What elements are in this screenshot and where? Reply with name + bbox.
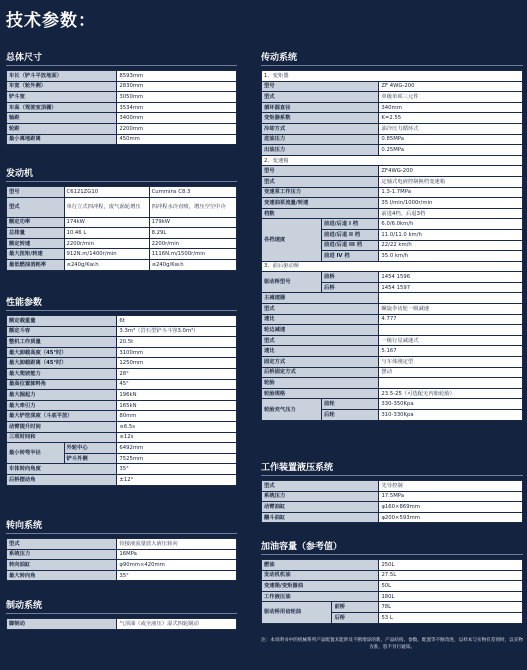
table-row	[262, 481, 523, 492]
spec-value: 0.85MPa	[379, 134, 523, 145]
section-title: 总体尺寸	[6, 52, 237, 66]
table-row	[7, 71, 237, 82]
spec-value: 35 l/min/1000r/min	[379, 198, 523, 209]
spec-value: 45°	[117, 379, 237, 390]
table-row	[7, 379, 237, 390]
spec-label: 型式	[7, 539, 117, 550]
spec-value: 油冷压力循环式	[379, 123, 523, 134]
spec-label: 驱动桥型号	[262, 272, 322, 293]
spec-label: 车宽（轮外侧）	[7, 81, 117, 92]
spec-value: 6.0/6.0km/h	[379, 219, 523, 230]
table-row	[7, 443, 237, 454]
spec-value: 1454 1597	[379, 282, 523, 293]
spec-label: 后桥固定方式	[262, 367, 379, 378]
section-title: 加油容量（参考值）	[261, 541, 523, 555]
table-row	[7, 228, 237, 239]
spec-label: 系统压力	[7, 549, 117, 560]
spec-value: 定轴式电液控制换档变速箱	[379, 176, 523, 187]
spec-label: 翻斗油缸	[262, 512, 379, 523]
spec-value: 单行立式四冲程，废气涡轮增压	[64, 197, 149, 217]
spec-label: 轮胎充气压力	[262, 399, 322, 420]
spec-value: ZF 4WG-200	[379, 81, 523, 92]
spec-value: 912N.m/1400r/min	[64, 249, 149, 260]
capacity-section	[261, 541, 523, 624]
spec-value: 10.46 L	[64, 228, 149, 239]
table-row	[262, 293, 523, 304]
spec-label: 额定斗容	[7, 326, 117, 337]
spec-label: 前进/后退 I 档	[322, 219, 379, 230]
table-row	[7, 113, 237, 124]
table-row	[262, 145, 523, 156]
table-row	[7, 619, 237, 630]
engine-table	[6, 186, 237, 271]
spec-label: 最高位置卸料角	[7, 379, 117, 390]
spec-label: 车长（铲斗平放地面）	[7, 71, 117, 82]
spec-label: 轮边减速	[262, 325, 379, 336]
table-row	[262, 187, 523, 198]
spec-value: 5.167	[379, 346, 523, 357]
spec-label: 额定转速	[7, 238, 65, 249]
spec-value: 一级行星减速式	[379, 335, 523, 346]
spec-label: 前进/后退 II 档	[322, 229, 379, 240]
table-row	[262, 581, 523, 592]
table-row	[262, 272, 523, 283]
spec-value: 11.0/11.0 km/h	[379, 229, 523, 240]
spec-value: 3、前后驱动桥	[262, 261, 523, 272]
table-row	[7, 560, 237, 571]
spec-label: 最大转向角	[7, 570, 117, 581]
table-row	[262, 113, 523, 124]
spec-value: 2200r/min	[149, 238, 236, 249]
table-row	[262, 102, 523, 113]
spec-value: 8.29L	[149, 228, 236, 239]
table-row	[262, 155, 523, 166]
table-row	[7, 326, 237, 337]
spec-label: 出油压力	[262, 145, 379, 156]
spec-value: 310-330Kpa	[379, 410, 523, 421]
spec-label: 工作液压油	[262, 591, 379, 602]
spec-value: 与车体刚定型	[379, 357, 523, 368]
table-row	[7, 347, 237, 358]
table-row	[7, 316, 237, 327]
table-row	[262, 388, 523, 399]
spec-value: 0.25MPa	[379, 145, 523, 156]
hydraulic-table	[261, 480, 523, 523]
spec-value: 1250mm	[117, 358, 237, 369]
spec-value: 450mm	[117, 134, 237, 145]
footnote: 注：本说明书中的机械系列产品配置未能涉及不断增添的新，产品结构、参数、配置等不断改进，以样本与实物有差别时，以实物为准，恕不另行通知。	[261, 638, 523, 650]
spec-value: 165kN	[117, 400, 237, 411]
spec-label: 后轮	[322, 410, 379, 421]
overall-dimensions-table	[6, 70, 237, 145]
table-row	[7, 337, 237, 348]
spec-value: 前进4档，后退3档	[379, 208, 523, 219]
table-row	[262, 602, 523, 613]
section-title: 传动系统	[261, 52, 523, 66]
spec-label: 型号	[7, 187, 65, 198]
table-row	[7, 539, 237, 550]
steering-section	[6, 520, 237, 581]
spec-value: ≤6.5s	[117, 421, 237, 432]
spec-label: 最大卸载距离（45°时）	[7, 358, 117, 369]
spec-label: 后桥摆动角	[7, 474, 117, 485]
spec-label: 车体转向角度	[7, 464, 117, 475]
spec-value: 4.777	[379, 314, 523, 325]
table-row	[262, 198, 523, 209]
table-row	[7, 421, 237, 432]
spec-label: 三项时间和	[7, 432, 117, 443]
spec-label: 轮胎	[262, 378, 379, 389]
table-row	[262, 591, 523, 602]
spec-value: 340mm	[379, 102, 523, 113]
brake-section	[6, 600, 237, 630]
spec-label: 前桥	[332, 602, 379, 613]
spec-value: 78L	[379, 602, 523, 613]
steering-table	[6, 538, 237, 581]
table-row	[262, 325, 523, 336]
spec-value: 50L	[379, 581, 523, 592]
spec-value: 四冲程水冷直喷，增压空空中冷	[149, 197, 236, 217]
overall-dimensions-section	[6, 52, 237, 145]
spec-label: 总排量	[7, 228, 65, 239]
table-row	[262, 71, 523, 82]
spec-value: φ200×593mm	[379, 512, 523, 523]
spec-value: 250L	[379, 560, 523, 571]
spec-label: 型号	[262, 166, 379, 177]
spec-value: 16MPa	[117, 549, 237, 560]
spec-value: 6492mm	[117, 443, 237, 454]
table-row	[7, 92, 237, 103]
table-row	[7, 197, 237, 217]
spec-value: 摆动	[379, 367, 523, 378]
spec-value: ≤240g/Kw.h	[149, 259, 236, 270]
section-title: 转向系统	[6, 520, 237, 534]
table-row	[7, 217, 237, 228]
spec-value	[379, 325, 523, 336]
table-row	[262, 81, 523, 92]
spec-value: 2200r/min	[64, 238, 149, 249]
spec-value: 53 L	[379, 612, 523, 623]
spec-label: 动臂提升时间	[7, 421, 117, 432]
spec-label: 型式	[262, 176, 379, 187]
spec-label: 最小离地距离	[7, 134, 117, 145]
table-row	[7, 474, 237, 485]
spec-label: 前进 IV 档	[322, 251, 379, 262]
spec-label: 型式	[262, 481, 379, 492]
table-row	[7, 368, 237, 379]
spec-value: φ160×869mm	[379, 502, 523, 513]
spec-label: 最大爬坡能力	[7, 368, 117, 379]
table-row	[262, 491, 523, 502]
spec-label: 型号	[262, 81, 379, 92]
section-title: 制动系统	[6, 600, 237, 614]
table-row	[7, 238, 237, 249]
spec-value: 3050mm	[117, 92, 237, 103]
spec-value: ZF4WG-200	[379, 166, 523, 177]
spec-label: 变速油泵流量/转速	[262, 198, 379, 209]
spec-label: 前进/后退 III 档	[322, 240, 379, 251]
spec-label: 转向油缸	[7, 560, 117, 571]
spec-label: 轮胎规格	[262, 388, 379, 399]
spec-value: Cummins C8.3	[149, 187, 236, 198]
spec-label: 最小转弯半径	[7, 443, 65, 464]
spec-value: 单级单项三元件	[379, 92, 523, 103]
table-row	[7, 411, 237, 422]
table-row	[7, 570, 237, 581]
table-row	[7, 432, 237, 443]
engine-section	[6, 168, 237, 271]
section-title: 工作装置液压系统	[261, 462, 523, 476]
spec-value: 3100mm	[117, 347, 237, 358]
spec-value: 22/22 km/h	[379, 240, 523, 251]
spec-value: φ90mm×420mm	[117, 560, 237, 571]
table-row	[262, 314, 523, 325]
spec-value: 28°	[117, 368, 237, 379]
spec-value: 35°	[117, 570, 237, 581]
table-row	[7, 400, 237, 411]
table-row	[262, 123, 523, 134]
spec-label: 铲斗外侧	[64, 453, 117, 464]
spec-label: 燃油	[262, 560, 379, 571]
spec-label: 轴距	[7, 113, 117, 124]
spec-value: 174kW	[64, 217, 149, 228]
spec-value: 330-350Kpa	[379, 399, 523, 410]
table-row	[7, 249, 237, 260]
table-row	[262, 512, 523, 523]
table-row	[262, 219, 523, 230]
spec-label: 进油压力	[262, 134, 379, 145]
spec-value: ≤240g/Kw.h	[64, 259, 149, 270]
capacity-table	[261, 559, 523, 624]
performance-section	[6, 297, 237, 486]
spec-label: 整机工作质量	[7, 337, 117, 348]
spec-label: 最大牵引力	[7, 400, 117, 411]
spec-label: 速比	[262, 314, 379, 325]
spec-value: 气顶油（或全液压）湿式四轮制动	[117, 619, 237, 630]
spec-label: 各档速度	[262, 219, 322, 261]
table-row	[262, 261, 523, 272]
spec-value: 1、变矩器	[262, 71, 523, 82]
spec-value: 1454 1596	[379, 272, 523, 283]
spec-label: 系统压力	[262, 491, 379, 502]
spec-value: ≤12s	[117, 432, 237, 443]
transmission-table	[261, 70, 523, 421]
spec-label: 额定载重量	[7, 316, 117, 327]
table-row	[262, 92, 523, 103]
spec-value: 196kN	[117, 390, 237, 401]
spec-label: 最大掘起力	[7, 390, 117, 401]
table-row	[262, 166, 523, 177]
spec-label: 车高（驾驶室顶棚）	[7, 102, 117, 113]
spec-label: 铲斗宽	[7, 92, 117, 103]
spec-value: 1.3-1.7MPa	[379, 187, 523, 198]
hydraulic-section	[261, 462, 523, 523]
spec-label: 变矩器系数	[262, 113, 379, 124]
spec-label: 额定功率	[7, 217, 65, 228]
spec-label: 冷却方式	[262, 123, 379, 134]
spec-value: 3400mm	[117, 113, 237, 124]
spec-label: 速比	[262, 346, 379, 357]
spec-value: 6t	[117, 316, 237, 327]
spec-label: 轮距	[7, 123, 117, 134]
table-row	[262, 560, 523, 571]
table-row	[7, 464, 237, 475]
table-row	[262, 304, 523, 315]
spec-label: 固定方式	[262, 357, 379, 368]
spec-value: 3534mm	[117, 102, 237, 113]
brake-table	[6, 618, 237, 630]
spec-label: 前桥	[322, 272, 379, 283]
section-title: 性能参数	[6, 297, 237, 311]
table-row	[7, 134, 237, 145]
spec-label: 型式	[262, 335, 379, 346]
spec-value: 2830mm	[117, 81, 237, 92]
table-row	[262, 399, 523, 410]
spec-value: 铰接液流量放大液压转向	[117, 539, 237, 550]
spec-value: 17.5MPa	[379, 491, 523, 502]
table-row	[262, 176, 523, 187]
spec-label: 档数	[262, 208, 379, 219]
table-row	[262, 357, 523, 368]
table-row	[7, 390, 237, 401]
spec-value: 3.3m³（岩石型铲斗斗容3.0m³）	[117, 326, 237, 337]
table-row	[7, 549, 237, 560]
spec-value: K=2.55	[379, 113, 523, 124]
spec-value: 35.0 km/h	[379, 251, 523, 262]
spec-value: 27.5L	[379, 570, 523, 581]
spec-label: 发动机机油	[262, 570, 379, 581]
table-row	[7, 358, 237, 369]
spec-label: 最大铲挖深度（斗底平放）	[7, 411, 117, 422]
spec-label: 后桥	[332, 612, 379, 623]
spec-label: 最低燃油消耗率	[7, 259, 65, 270]
spec-value: ±12°	[117, 474, 237, 485]
spec-value: 2200mm	[117, 123, 237, 134]
performance-table	[6, 315, 237, 486]
table-row	[262, 378, 523, 389]
section-title: 发动机	[6, 168, 237, 182]
spec-label: 后桥	[322, 282, 379, 293]
table-row	[7, 187, 237, 198]
table-row	[7, 259, 237, 270]
spec-value: 先导控制	[379, 481, 523, 492]
spec-label: 脚制动	[7, 619, 117, 630]
spec-label: 最大卸载高度（45°时）	[7, 347, 117, 358]
table-row	[262, 502, 523, 513]
table-row	[7, 102, 237, 113]
spec-value: 179kW	[149, 217, 236, 228]
spec-value: 螺旋伞齿轮一级减速	[379, 304, 523, 315]
spec-value: 1116N.m/1500r/min	[149, 249, 236, 260]
spec-label: 主减速器	[262, 293, 379, 304]
spec-value: 180L	[379, 591, 523, 602]
spec-label: 前轮	[322, 399, 379, 410]
table-row	[262, 367, 523, 378]
spec-value: 8593mm	[117, 71, 237, 82]
table-row	[262, 134, 523, 145]
spec-label: 循环圆直径	[262, 102, 379, 113]
spec-value	[379, 293, 523, 304]
spec-label: 型式	[7, 197, 65, 217]
spec-label: 型式	[262, 304, 379, 315]
spec-value: 35°	[117, 464, 237, 475]
spec-value	[379, 378, 523, 389]
spec-label: 变速箱/变矩器油	[262, 581, 379, 592]
spec-value: 20.5t	[117, 337, 237, 348]
spec-value: 2、变速箱	[262, 155, 523, 166]
table-row	[262, 346, 523, 357]
table-row	[7, 81, 237, 92]
spec-value: 80mm	[117, 411, 237, 422]
table-row	[7, 123, 237, 134]
spec-label: 动臂油缸	[262, 502, 379, 513]
table-row	[262, 570, 523, 581]
transmission-section	[261, 52, 523, 421]
spec-label: 变速泵工作压力	[262, 187, 379, 198]
spec-label: 外轮中心	[64, 443, 117, 454]
spec-value: 23.5-25（可选配无内胎轮胎）	[379, 388, 523, 399]
spec-label: 最大扭矩/转速	[7, 249, 65, 260]
spec-value: C6121ZG10	[64, 187, 149, 198]
page-title: 技术参数：	[6, 11, 96, 31]
table-row	[262, 208, 523, 219]
spec-label: 型式	[262, 92, 379, 103]
spec-label: 驱动桥用齿轮油	[262, 602, 332, 623]
spec-value: 7525mm	[117, 453, 237, 464]
table-row	[262, 335, 523, 346]
